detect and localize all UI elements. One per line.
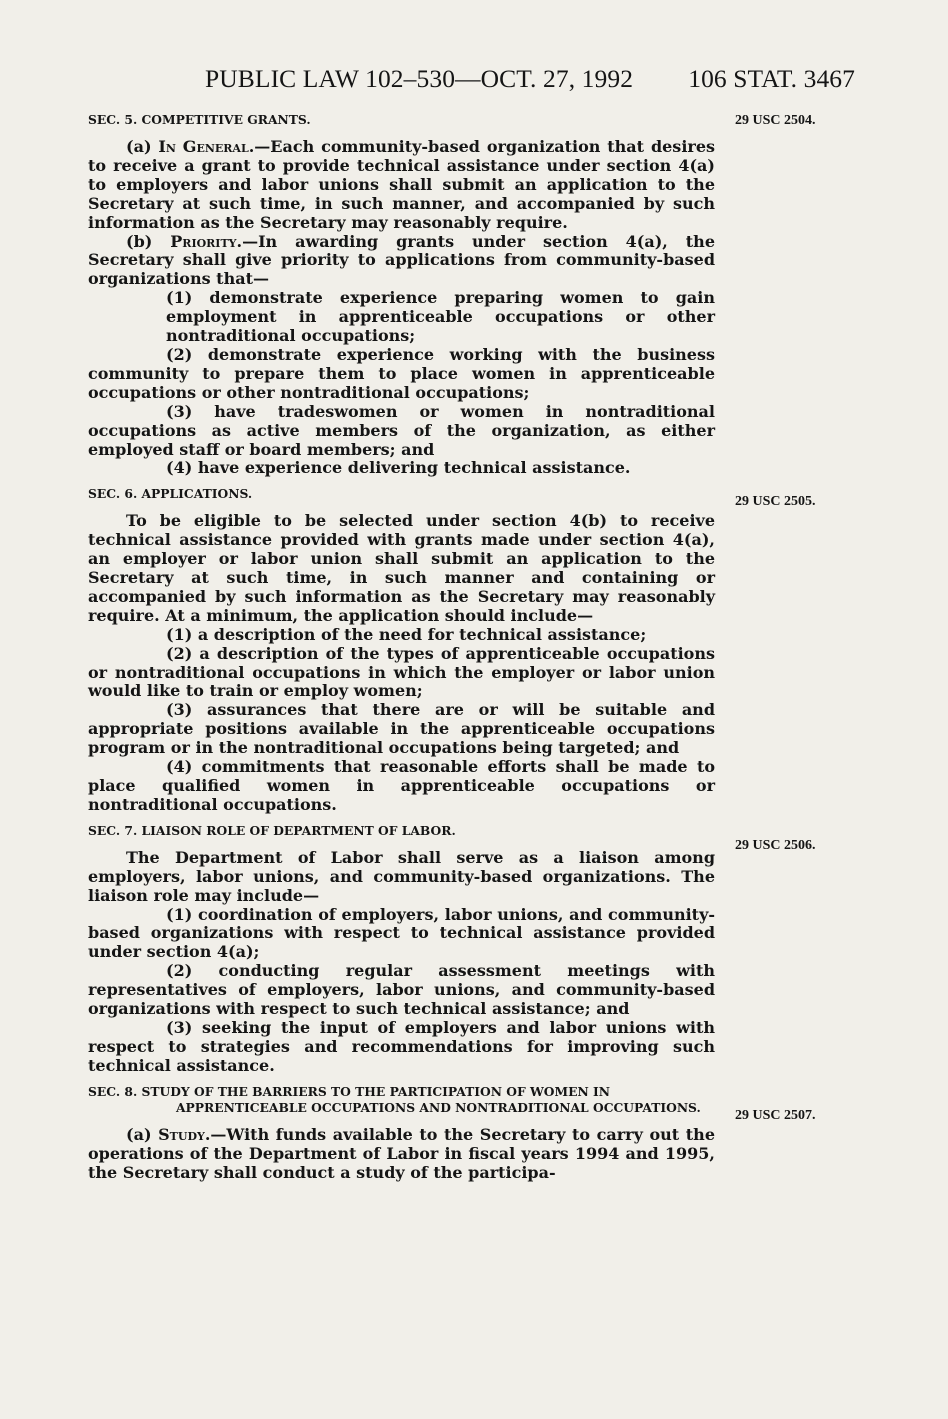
section-6-item-4: (4) commitments that reasonable efforts shall be made to place qualified women in apprenticeable occupations or nontraditional occupations. — [88, 757, 715, 814]
section-5-item-2: (2) demonstrate experience working with the business community to prepare them to place women in apprenticeable occupations or other nontraditional occupations; — [88, 344, 715, 402]
section-7-intro: The Department of Labor shall serve as a liaison among employers, labor unions, and community-based organizations. The liaison role may include— — [88, 847, 715, 905]
section-5-heading: SEC. 5. COMPETITIVE GRANTS. — [88, 112, 311, 127]
section-8-subsection-a: (a) Study.—With funds available to the Secretary to carry out the operations of the Department of Labor in fiscal years 1994 and 1995, the Secretary shall conduct a study of the participa- — [88, 1124, 715, 1182]
section-5-item-1: (1) demonstrate experience preparing women to gain employment in apprenticeable occupations or other nontraditional occupations; — [166, 288, 715, 346]
section-5-subsection-b: (b) Priority.—In awarding grants under section 4(a), the Secretary shall give priority to applications from community-based organizations that— — [88, 231, 715, 289]
section-5-item-4: (4) have experience delivering technical assistance. — [166, 458, 631, 478]
section-6-item-3: (3) assurances that there are or will be suitable and appropriate positions available in the apprenticeable occupations program or in the nontraditional occupations being targeted; and — [88, 700, 715, 758]
section-8-heading: SEC. 8. STUDY OF THE BARRIERS TO THE PARTICIPATION OF WOMEN IN APPRENTICEABLE OCCUPATIONS AND NONTRADITIONAL OCCUPATIONS. — [88, 1083, 701, 1115]
section-6-item-2: (2) a description of the types of apprenticeable occupations or nontraditional occupations in which the employer or labor union would like to train or employ women; — [88, 643, 715, 701]
section-5-item-3: (3) have tradeswomen or women in nontraditional occupations as active members of the organization, as either employed staff or board members; and — [88, 401, 715, 459]
section-6-intro: To be eligible to be selected under section 4(b) to receive technical assistance provided with grants made under section 4(a), an employer or labor union shall submit an application to the Secretary at such time, in such manner and containing or accompanied by such information as the Secretary may reasonably require. At a minimum, the application should include— — [88, 511, 715, 625]
section-6-heading: SEC. 6. APPLICATIONS. — [88, 486, 253, 502]
document-body — [88, 112, 715, 1182]
margin-note-sec8: 29 USC 2507. — [735, 1108, 816, 1123]
subsection-b-heading: Priority — [170, 231, 237, 251]
section-7-item-1: (1) coordination of employers, labor unions, and community-based organizations with respect to technical assistance provided under section 4(a); — [88, 904, 715, 962]
section-7-heading: SEC. 7. LIAISON ROLE OF DEPARTMENT OF LABOR. — [88, 822, 456, 838]
page-header-title: PUBLIC LAW 102–530—OCT. 27, 1992 — [205, 64, 634, 93]
subsection-a-heading: Study — [158, 1124, 205, 1144]
section-6-item-1: (1) a description of the need for technical assistance; — [166, 624, 647, 644]
page-header-stat-citation: 106 STAT. 3467 — [688, 64, 855, 93]
section-5-subsection-a: (a) In General.—Each community-based organization that desires to receive a grant to provide technical assistance under section 4(a) to employers and labor unions shall submit an application to the Secretary at such time, in such manner, and accompanied by such information as the Secretary may reasonably require. — [88, 137, 716, 232]
margin-note-sec6: 29 USC 2505. — [735, 494, 816, 509]
section-7-item-3: (3) seeking the input of employers and labor unions with respect to strategies and recommendations for improving such technical assistance. — [88, 1017, 715, 1075]
subsection-a-heading: In General — [158, 137, 249, 156]
margin-note-sec7: 29 USC 2506. — [735, 838, 816, 853]
margin-note-sec5: 29 USC 2504. — [735, 113, 816, 128]
section-7-item-2: (2) conducting regular assessment meetings with representatives of employers, labor unions, and community-based organizations with respect to such technical assistance; and — [88, 961, 715, 1019]
